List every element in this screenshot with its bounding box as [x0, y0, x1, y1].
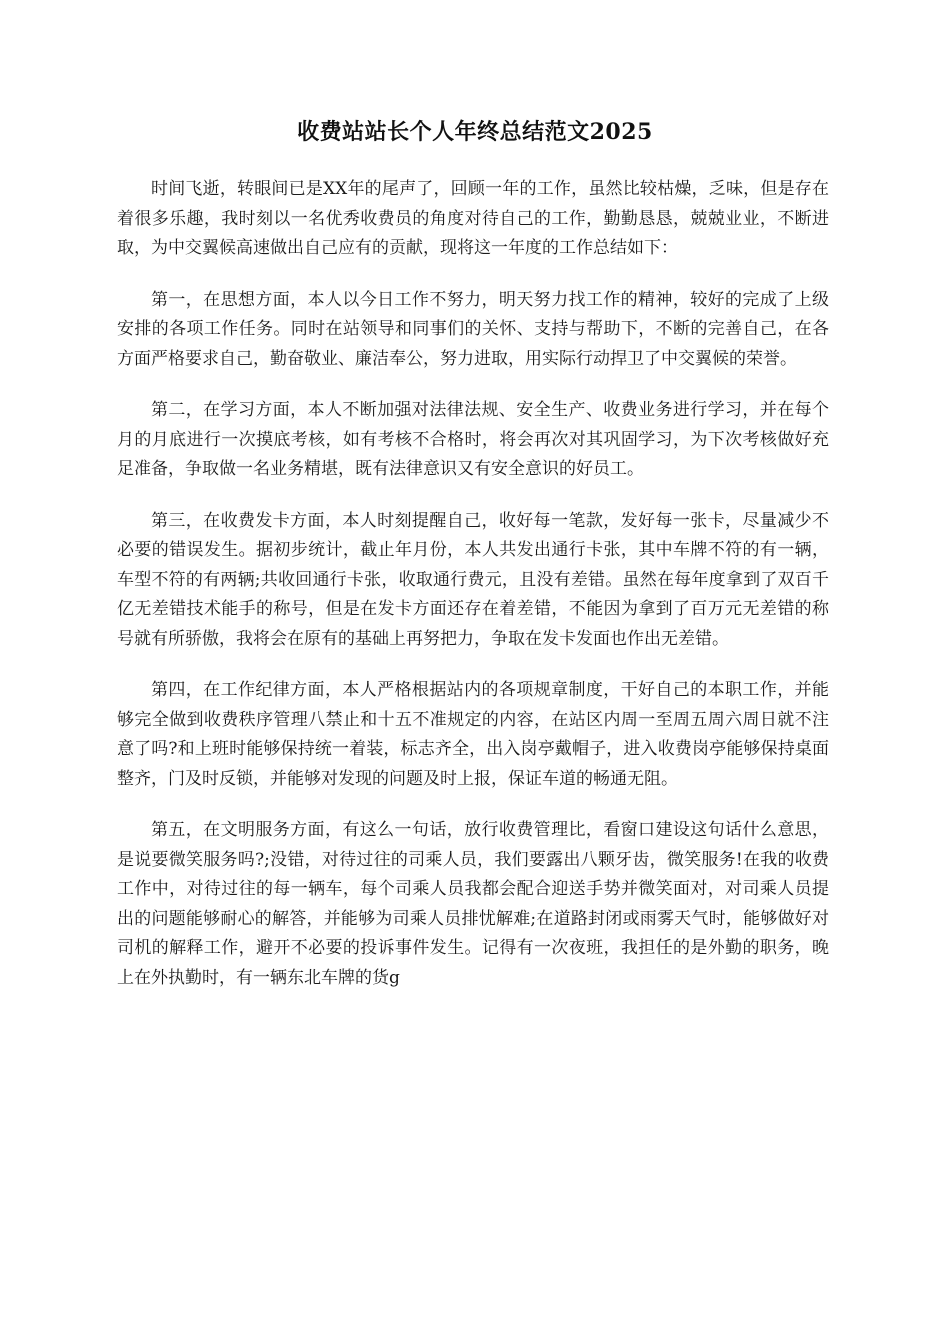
document-title: 收费站站长个人年终总结范文2025	[297, 119, 653, 145]
paragraph-service: 第五，在文明服务方面，有这么一句话，放行收费管理比，看窗口建设这句话什么意思，是说要微笑服务吗?;没错，对待过往的司乘人员，我们要露出八颗牙齿，微笑服务!在我的收费工作中，对待过往的每一辆车，每个司乘人员我都会配合迎送手势并微笑面对，对司乘人员提出的问题能够耐心的解答，并能够为司乘人员排忧解难;在道路封闭或雨雾天气时，能够做好对司机的解释工作，避开不必要的投诉事件发生。记得有一次夜班，我担任的是外勤的职务，晚上在外执勤时，有一辆东北车牌的货g	[117, 820, 829, 988]
document-body	[117, 175, 829, 1015]
paragraph-card-issuing: 第三，在收费发卡方面，本人时刻提醒自己，收好每一笔款，发好每一张卡，尽量减少不必要的错误发生。据初步统计，截止年月份，本人共发出通行卡张，其中车牌不符的有一辆，车型不符的有两辆;共收回通行卡张，收取通行费元，且没有差错。虽然在每年度拿到了双百千亿无差错技术能手的称号，但是在发卡方面还存在着差错，不能因为拿到了百万元无差错的称号就有所骄傲，我将会在原有的基础上再努把力，争取在发卡发面也作出无差错。	[117, 510, 829, 649]
paragraph-study: 第二，在学习方面，本人不断加强对法律法规、安全生产、收费业务进行学习，并在每个月的月底进行一次摸底考核，如有考核不合格时，将会再次对其巩固学习，为下次考核做好充足准备，争取做一名业务精堪，既有法律意识又有安全意识的好员工。	[117, 400, 829, 479]
paragraph-discipline: 第四，在工作纪律方面，本人严格根据站内的各项规章制度，干好自己的本职工作，并能够完全做到收费秩序管理八禁止和十五不准规定的内容，在站区内周一至周五周六周日就不注意了吗?和上班时能够保持统一着装，标志齐全，出入岗亭戴帽子，进入收费岗亭能够保持桌面整齐，门及时反锁，并能够对发现的问题及时上报，保证车道的畅通无阻。	[117, 680, 829, 789]
paragraph-thought: 第一，在思想方面，本人以今日工作不努力，明天努力找工作的精神，较好的完成了上级安排的各项工作任务。同时在站领导和同事们的关怀、支持与帮助下，不断的完善自己，在各方面严格要求自己，勤奋敬业、廉洁奉公，努力进取，用实际行动捍卫了中交翼候的荣誉。	[117, 289, 829, 369]
paragraph-intro: 时间飞逝，转眼间已是XX年的尾声了，回顾一年的工作，虽然比较枯燥，乏味，但是存在着很多乐趣，我时刻以一名优秀收费员的角度对待自己的工作，勤勤恳恳，兢兢业业，不断进取，为中交翼候高速做出自己应有的贡献，现将这一年度的工作总结如下：	[117, 179, 829, 258]
